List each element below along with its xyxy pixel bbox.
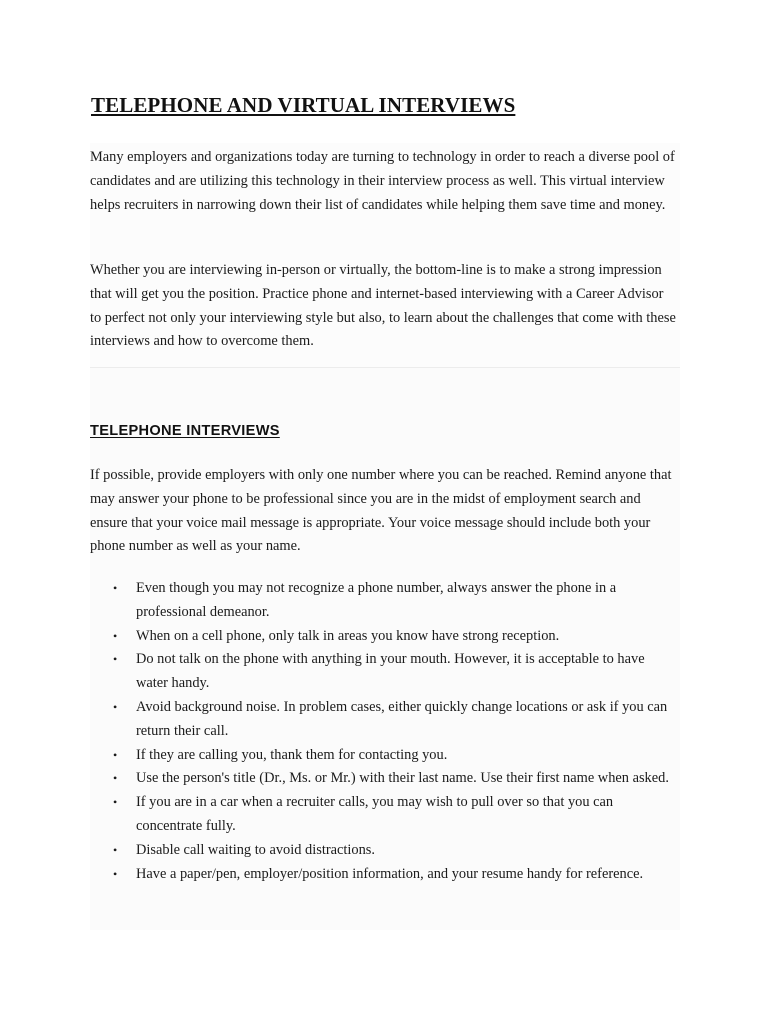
list-item [90,696,680,744]
telephone-interviews-section [90,368,680,930]
document-title: TELEPHONE AND VIRTUAL INTERVIEWS [91,93,516,117]
list-item [90,767,680,791]
bullet-icon: • [113,652,118,667]
list-item-text: Use the person's title (Dr., Ms. or Mr.) with their last name. Use their first name when asked. [136,770,669,787]
list-item-text: Even though you may not recognize a phone number, always answer the phone in a professional demeanor. [136,580,617,620]
bullet-icon: • [113,747,118,762]
section-paragraph: If possible, provide employers with only one number where you can be reached. Remind anyone that may answer your phone to be professional since you are in the midst of employment search and ensure that your voice mail message is appropriate. Your voice message should include both your phone number as well as your name. [90,467,672,555]
bullet-icon: • [113,581,118,595]
list-item [90,863,680,887]
tips-list [90,577,680,886]
list-item-text: Have a paper/pen, employer/position information, and your resume handy for reference. [136,865,644,882]
list-item-text: Do not talk on the phone with anything in your mouth. However, it is acceptable to have water handy. [136,651,645,692]
section-heading: TELEPHONE INTERVIEWS [90,423,280,439]
bullet-icon: • [113,795,118,810]
bullet-icon: • [113,771,118,786]
intro-section [90,143,680,368]
list-item [90,577,680,625]
list-item-text: Disable call waiting to avoid distractions. [136,841,375,858]
list-item [90,625,680,649]
intro-paragraph-2: Whether you are interviewing in-person or virtually, the bottom-line is to make a strong impression that will get you the position. Practice phone and internet-based interviewing with a Career Advisor to perfect not only your interviewing style but also, to learn about the challenges that come with these interviews and how to overcome them. [90,262,676,350]
list-item [90,791,680,839]
bullet-icon: • [113,866,118,881]
bullet-icon: • [113,699,118,714]
list-item-text: If they are calling you, thank them for contacting you. [136,746,448,763]
intro-paragraph-1: Many employers and organizations today are turning to technology in order to reach a diverse pool of candidates and are utilizing this technology in their interview process as well. This virtual interview helps recruiters in narrowing down their list of candidates while helping them save time and money. [90,149,675,213]
list-item-text: If you are in a car when a recruiter calls, you may wish to pull over so that you can concentrate fully. [136,794,614,834]
list-item-text: When on a cell phone, only talk in areas you know have strong reception. [136,627,560,644]
list-item [90,839,680,863]
bullet-icon: • [113,842,118,857]
list-item [90,744,680,768]
list-item [90,648,680,696]
list-item-text: Avoid background noise. In problem cases, either quickly change locations or ask if you can return their call. [136,698,668,739]
bullet-icon: • [113,628,118,643]
